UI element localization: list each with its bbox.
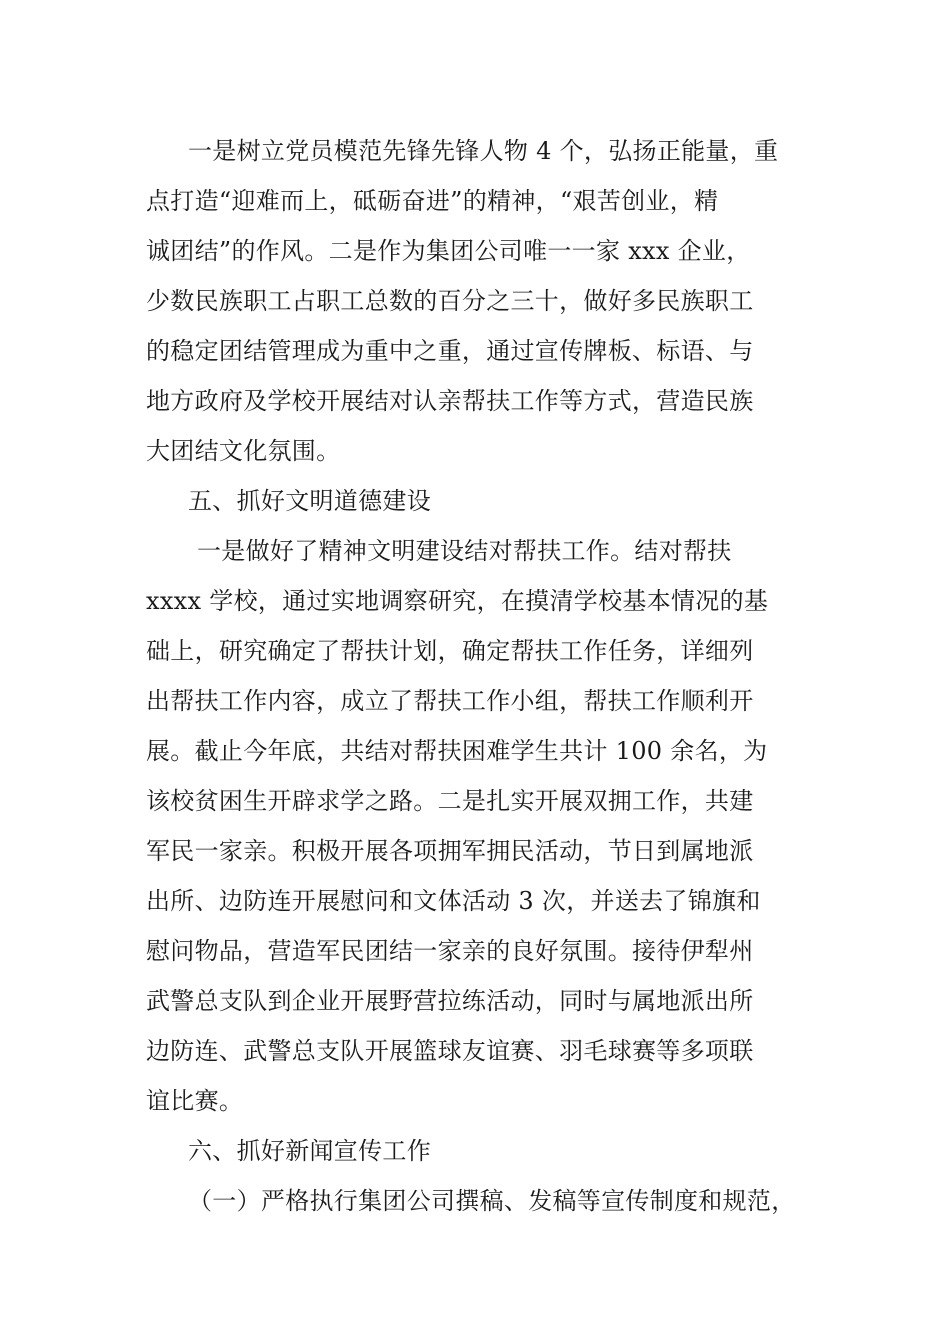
text-line: 少数民族职工占职工总数的百分之三十，做好多民族职工 <box>146 287 754 315</box>
text-line: 诚团结”的作风。二是作为集团公司唯一一家 xxx 企业， <box>146 237 751 265</box>
text-line: 大团结文化氛围。 <box>146 437 341 465</box>
text-line: 军民一家亲。积极开展各项拥军拥民活动，节日到属地派 <box>146 837 754 865</box>
text-line: xxxx 学校，通过实地调察研究，在摸清学校基本情况的基 <box>146 587 769 615</box>
text-line: 点打造“迎难而上，砥砺奋进”的精神，“艰苦创业，精 <box>146 187 719 215</box>
text-line: 出所、边防连开展慰问和文体活动 3 次，并送去了锦旗和 <box>146 887 761 915</box>
text-line: 武警总支队到企业开展野营拉练活动，同时与属地派出所 <box>146 987 754 1015</box>
text-line: 边防连、武警总支队开展篮球友谊赛、羽毛球赛等多项联 <box>146 1037 754 1065</box>
text-line: （一）严格执行集团公司撰稿、发稿等宣传制度和规范， <box>188 1187 796 1215</box>
text-line: 础上，研究确定了帮扶计划，确定帮扶工作任务，详细列 <box>146 637 754 665</box>
section-heading-5: 五、抓好文明道德建设 <box>188 487 431 515</box>
text-line: 谊比赛。 <box>146 1087 244 1115</box>
text-line: 该校贫困生开辟求学之路。二是扎实开展双拥工作，共建 <box>146 787 754 815</box>
section-heading-6: 六、抓好新闻宣传工作 <box>188 1137 431 1165</box>
text-line: 的稳定团结管理成为重中之重，通过宣传牌板、标语、与 <box>146 337 754 365</box>
text-line: 一是树立党员模范先锋先锋人物 4 个，弘扬正能量，重 <box>188 137 779 165</box>
text-line: 地方政府及学校开展结对认亲帮扶工作等方式，营造民族 <box>146 387 754 415</box>
text-line: 展。截止今年底，共结对帮扶困难学生共计 100 余名，为 <box>146 737 768 765</box>
text-line: 一是做好了精神文明建设结对帮扶工作。结对帮扶 <box>197 537 732 565</box>
text-line: 慰问物品，营造军民团结一家亲的良好氛围。接待伊犁州 <box>146 937 754 965</box>
text-line: 出帮扶工作内容，成立了帮扶工作小组，帮扶工作顺利开 <box>146 687 754 715</box>
